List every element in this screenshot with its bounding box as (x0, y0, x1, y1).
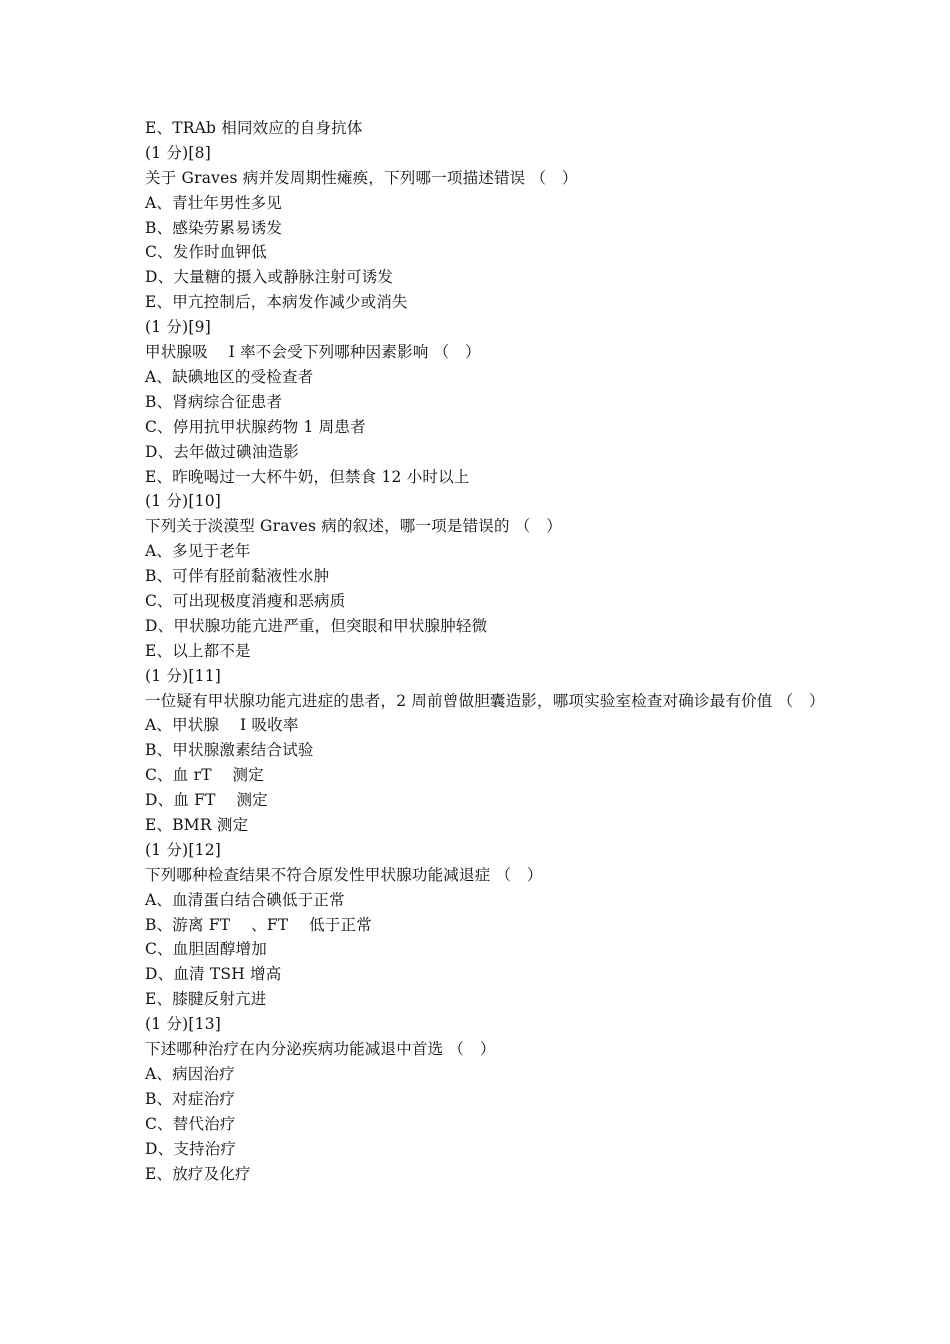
option-line: A、多见于老年 (145, 542, 251, 561)
question-block (145, 489, 825, 663)
option-line: E、放疗及化疗 (145, 1164, 251, 1183)
option-line: C、替代治疗 (145, 1114, 236, 1133)
question-stem: 甲状腺吸 I 率不会受下列哪种因素影响 （ ） (145, 343, 481, 362)
option-line: A、血清蛋白结合碘低于正常 (145, 890, 345, 909)
option-line: C、血胆固醇增加 (145, 940, 267, 959)
option-line: A、甲状腺 I 吸收率 (145, 716, 299, 735)
question-stem: 一位疑有甲状腺功能亢进症的患者，2 周前曾做胆囊造影，哪项实验室检查对确诊最有价值 （ ） (145, 691, 825, 710)
option-line: A、青壮年男性多见 (145, 193, 282, 212)
option-line: D、血清 TSH 增高 (145, 965, 282, 984)
option-line: A、缺碘地区的受检查者 (145, 367, 314, 386)
question-block (145, 1012, 825, 1186)
option-line: B、肾病综合征患者 (145, 392, 283, 411)
question-stem: 下列关于淡漠型 Graves 病的叙述，哪一项是错误的 （ ） (145, 517, 562, 536)
option-line: B、游离 FT 、FT 低于正常 (145, 915, 372, 934)
option-line: E、BMR 测定 (145, 816, 249, 834)
option-line: E、TRAb 相同效应的自身抗体 (145, 119, 363, 137)
option-line: B、感染劳累易诱发 (145, 218, 283, 237)
question-header: (1 分)[11] (145, 666, 222, 685)
question-block (145, 664, 825, 838)
option-line: E、以上都不是 (145, 641, 251, 660)
question-block (145, 315, 825, 489)
option-line: E、昨晚喝过一大杯牛奶，但禁食 12 小时以上 (145, 467, 470, 486)
question-stem: 关于 Graves 病并发周期性瘫痪，下列哪一项描述错误 （ ） (145, 168, 578, 187)
option-line: B、对症治疗 (145, 1089, 236, 1108)
question-list (145, 116, 825, 1186)
option-line: E、膝腱反射亢进 (145, 990, 267, 1009)
option-line: D、血 FT 测定 (145, 791, 268, 810)
question-block (145, 838, 825, 1012)
question-header: (1 分)[12] (145, 840, 222, 859)
option-line: D、去年做过碘油造影 (145, 442, 299, 461)
option-line: D、甲状腺功能亢进严重，但突眼和甲状腺肿轻微 (145, 616, 488, 635)
option-line: A、病因治疗 (145, 1064, 235, 1083)
option-line: C、发作时血钾低 (145, 243, 267, 262)
question-stem: 下述哪种治疗在内分泌疾病功能减退中首选 （ ） (145, 1040, 496, 1059)
option-line: D、大量糖的摄入或静脉注射可诱发 (145, 268, 394, 287)
question-block (145, 141, 825, 315)
option-line: E、甲亢控制后，本病发作减少或消失 (145, 293, 408, 312)
question-stem: 下列哪种检查结果不符合原发性甲状腺功能减退症 （ ） (145, 865, 543, 884)
question-header: (1 分)[9] (145, 318, 211, 337)
option-line: C、血 rT 测定 (145, 766, 264, 785)
question-header: (1 分)[8] (145, 143, 211, 162)
option-line: C、可出现极度消瘦和恶病质 (145, 591, 346, 610)
option-line: B、可伴有胫前黏液性水肿 (145, 567, 330, 586)
option-line: B、甲状腺激素结合试验 (145, 741, 314, 760)
question-header: (1 分)[13] (145, 1015, 222, 1034)
question-header: (1 分)[10] (145, 492, 222, 511)
option-line: D、支持治疗 (145, 1139, 237, 1158)
questions-container (145, 141, 825, 1187)
option-line: C、停用抗甲状腺药物 1 周患者 (145, 417, 366, 436)
